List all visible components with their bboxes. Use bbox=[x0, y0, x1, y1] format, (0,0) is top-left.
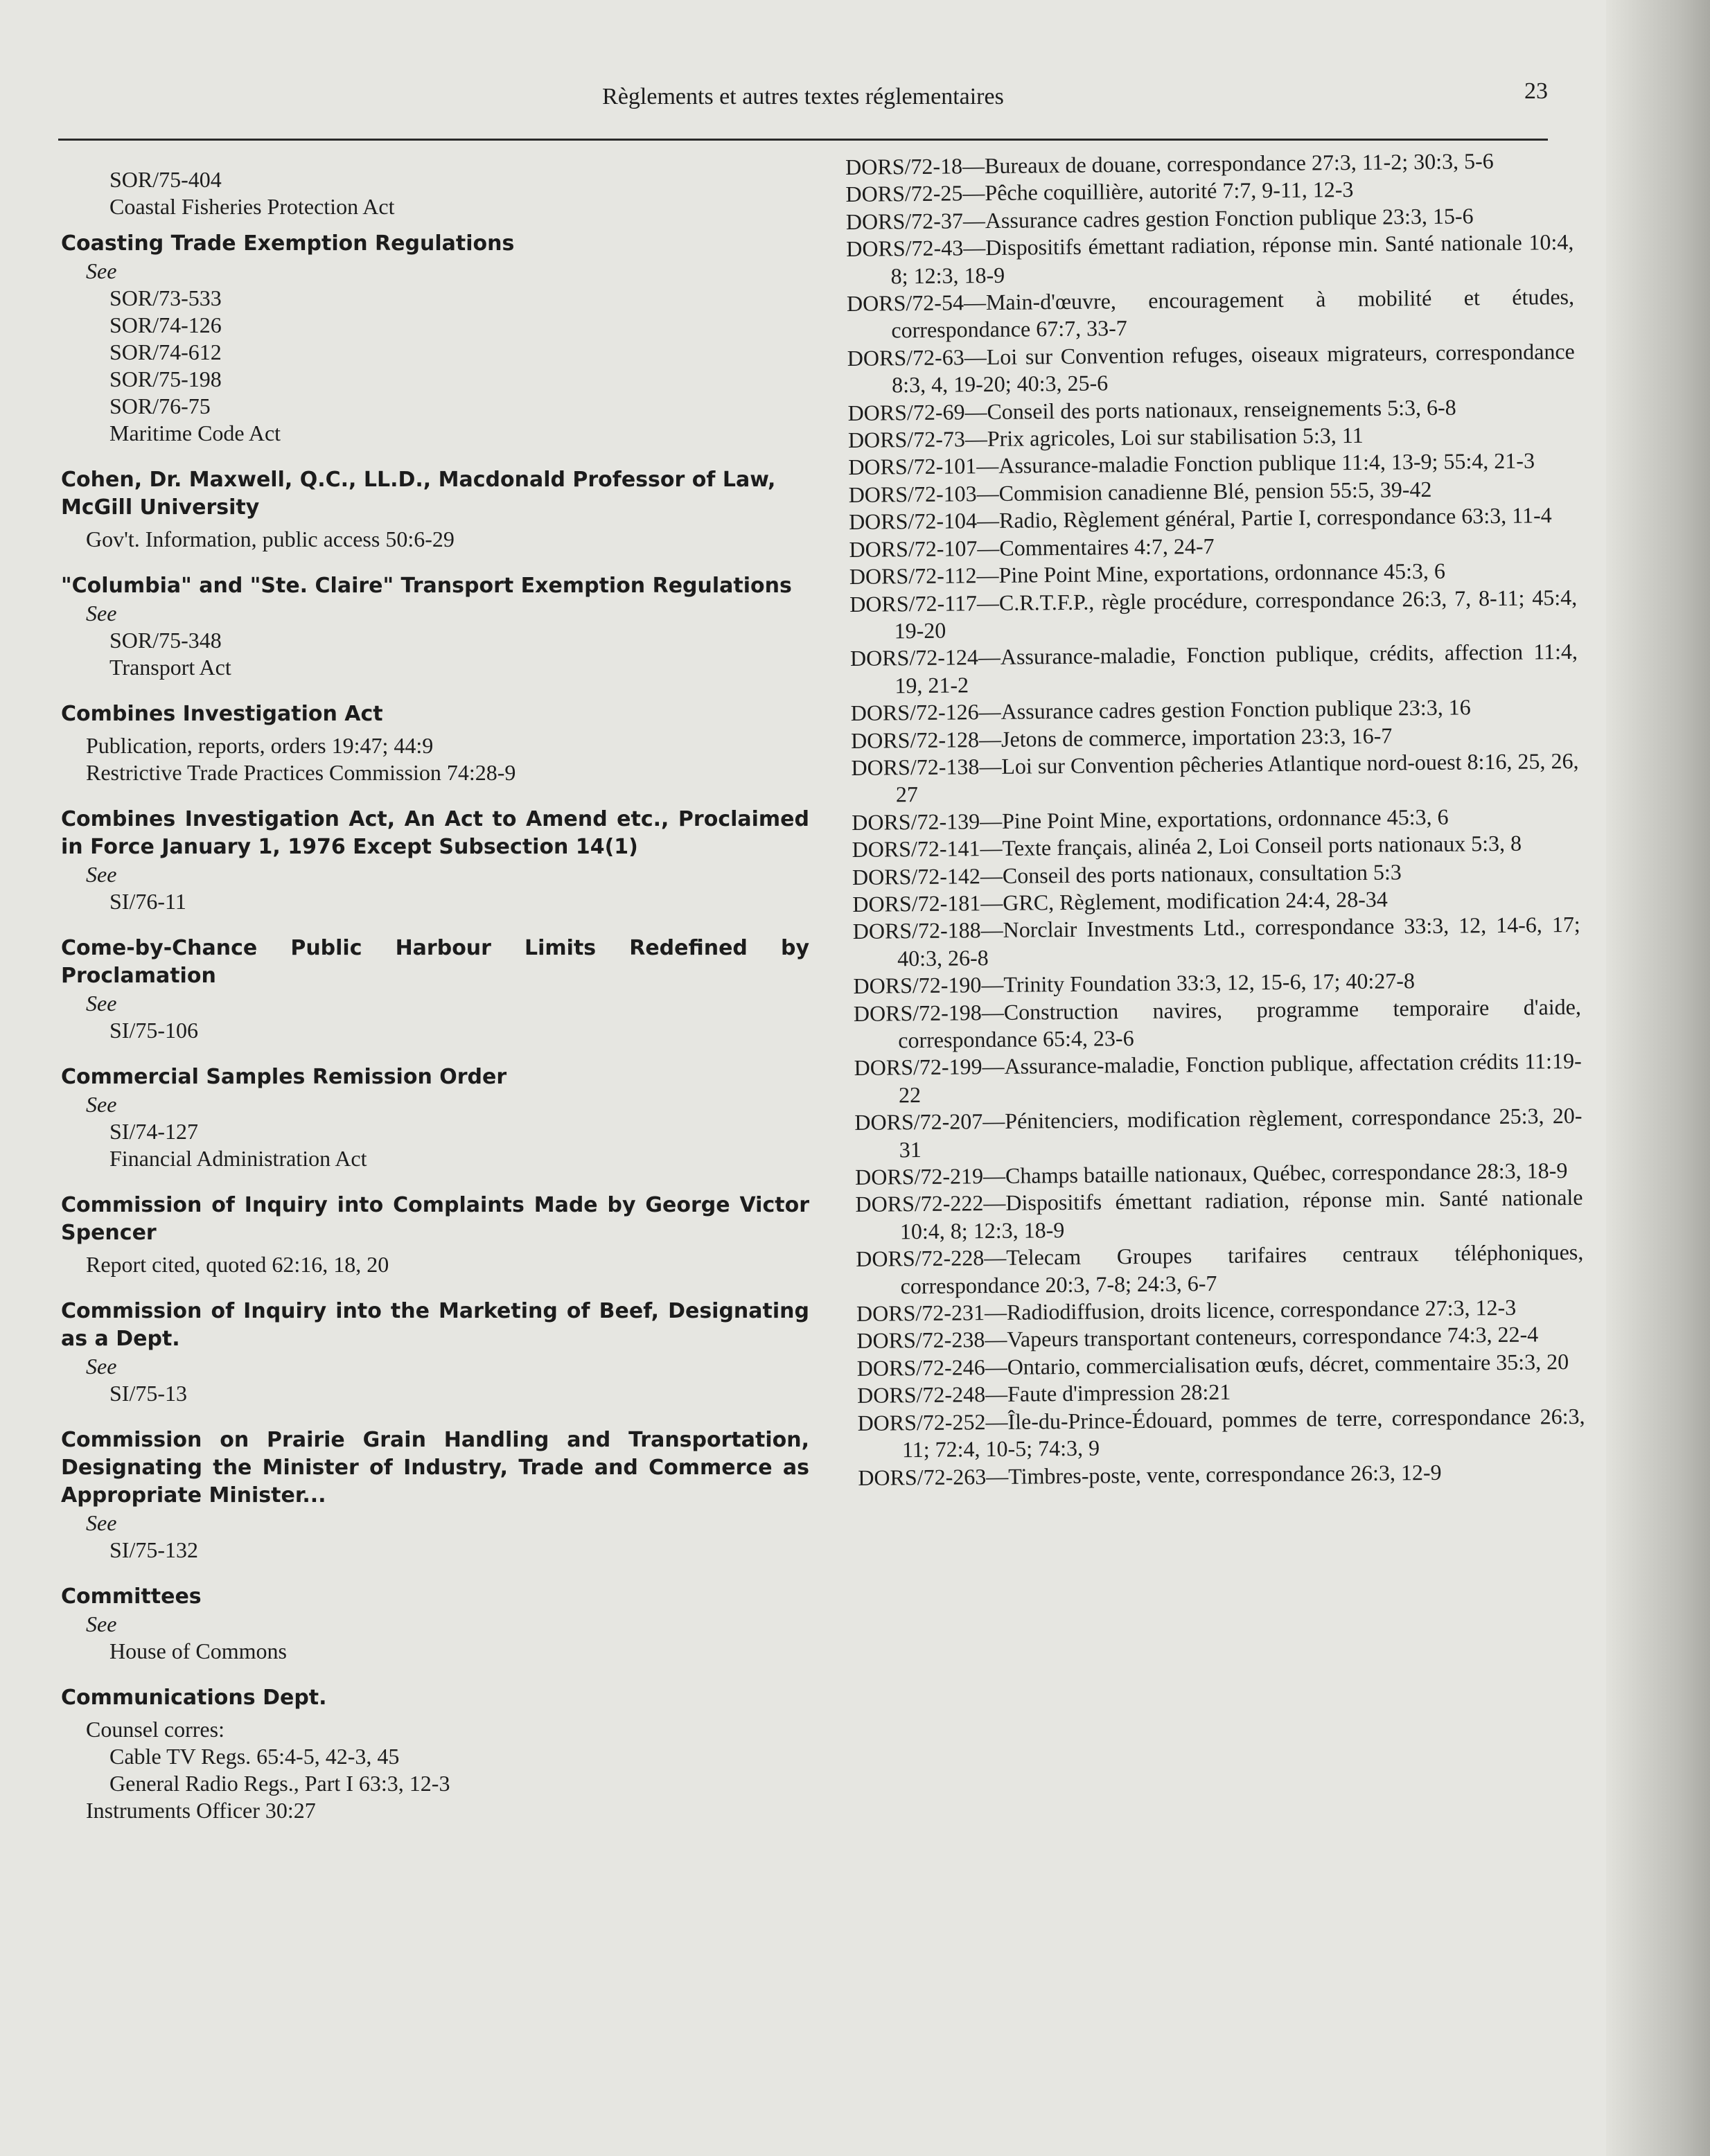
left-column bbox=[61, 166, 809, 1824]
index-entry: DORS/72-188—Norclair Investments Ltd., correspondance 33:3, 12, 14-6, 17; 40:3, 26-8 bbox=[852, 912, 1580, 971]
index-entry: Come-by-Chance Public Harbour Limits Redefined by Proclamation See SI/75-106 bbox=[61, 936, 809, 1043]
index-entry: DORS/72-124—Assurance-maladie, Fonction publique, crédits, affection 11:4, 19, 21-2 bbox=[849, 639, 1578, 698]
index-entry: DORS/72-37—Assurance cadres gestion Fonction publique 23:3, 15-6 bbox=[845, 203, 1474, 234]
index-entry: Coasting Trade Exemption Regulations See SOR/73-533 SOR/74-126 SOR/74-612 SOR/75-198 SOR/76-75 Maritime Code Act bbox=[61, 230, 809, 447]
index-entry: Combines Investigation Act, An Act to Amend etc., Proclaimed in Force January 1, 1976 Except Subsection 14(1) See SI/76-11 bbox=[61, 807, 809, 914]
index-entry: Committees See House of Commons bbox=[61, 1583, 809, 1665]
see-reference: See bbox=[86, 1092, 117, 1117]
page-number: 23 bbox=[1524, 78, 1548, 104]
index-entry: DORS/72-228—Telecam Groupes tarifaires centraux téléphoniques, correspondance 20:3, 7-8; 24:3, 6-7 bbox=[856, 1239, 1584, 1298]
index-entry: DORS/72-222—Dispositifs émettant radiation, réponse min. Santé nationale 10:4, 8; 12:3, 18-9 bbox=[855, 1185, 1583, 1244]
index-entry: DORS/72-25—Pêche coquillière, autorité 7:7, 9-11, 12-3 bbox=[845, 177, 1354, 207]
entry-heading: Come-by-Chance Public Harbour Limits Redefined by Proclamation bbox=[61, 936, 809, 988]
index-entry: DORS/72-73—Prix agricoles, Loi sur stabilisation 5:3, 11 bbox=[847, 422, 1364, 453]
index-entry: "Columbia" and "Ste. Claire" Transport Exemption Regulations See SOR/75-348 Transport Act bbox=[61, 572, 809, 681]
entry-heading: Coasting Trade Exemption Regulations bbox=[61, 231, 515, 256]
index-entry: DORS/72-126—Assurance cadres gestion Fonction publique 23:3, 16 bbox=[850, 694, 1471, 726]
index-entry: DORS/72-43—Dispositifs émettant radiation, réponse min. Santé nationale 10:4, 8; 12:3, 18-9 bbox=[846, 229, 1574, 289]
index-entry: Commission of Inquiry into the Marketing of Beef, Designating as a Dept. See SI/75-13 bbox=[61, 1299, 809, 1406]
index-entry: DORS/72-139—Pine Point Mine, exportations, ordonnance 45:3, 6 bbox=[852, 804, 1449, 835]
index-entry: DORS/72-142—Conseil des ports nationaux, consultation 5:3 bbox=[852, 858, 1402, 890]
index-entry: DORS/72-138—Loi sur Convention pêcheries Atlantique nord-ouest 8:16, 25, 26, 27 bbox=[851, 748, 1579, 807]
index-entry: DORS/72-231—Radiodiffusion, droits licence, correspondance 27:3, 12-3 bbox=[856, 1294, 1517, 1326]
see-reference: See bbox=[86, 862, 117, 887]
index-entry: DORS/72-238—Vapeurs transportant conteneurs, correspondance 74:3, 22-4 bbox=[856, 1321, 1539, 1354]
entry-heading: Communications Dept. bbox=[61, 1686, 327, 1710]
index-entry: DORS/72-112—Pine Point Mine, exportations, ordonnance 45:3, 6 bbox=[849, 558, 1446, 590]
index-entry: DORS/72-117—C.R.T.F.P., règle procédure, correspondance 26:3, 7, 8-11; 45:4, 19-20 bbox=[849, 584, 1578, 644]
index-entry: DORS/72-104—Radio, Règlement général, Partie I, correspondance 63:3, 11-4 bbox=[848, 502, 1552, 535]
entry-heading: Commission of Inquiry into Complaints Made by George Victor Spencer bbox=[61, 1193, 809, 1245]
index-entry: DORS/72-107—Commentaires 4:7, 24-7 bbox=[849, 533, 1215, 562]
index-entry: Commission on Prairie Grain Handling and Transportation, Designating the Minister of Industry, Trade and Commerce as Appropriate Minister... See SI/75-132 bbox=[61, 1428, 809, 1562]
index-entry: Cohen, Dr. Maxwell, Q.C., LL.D., Macdonald Professor of Law, McGill University Gov't. Information, public access 50:6-29 bbox=[61, 466, 809, 553]
entry-heading: Combines Investigation Act bbox=[61, 702, 383, 726]
index-entry: DORS/72-199—Assurance-maladie, Fonction publique, affectation crédits 11:19-22 bbox=[854, 1048, 1582, 1108]
see-reference: See bbox=[86, 991, 117, 1016]
page-edge-shadow bbox=[1606, 0, 1710, 2156]
index-entry: DORS/72-69—Conseil des ports nationaux, renseignements 5:3, 6-8 bbox=[847, 394, 1456, 425]
entry-heading: Commercial Samples Remission Order bbox=[61, 1065, 507, 1089]
index-entry: DORS/72-207—Pénitenciers, modification règlement, correspondance 25:3, 20-31 bbox=[854, 1103, 1583, 1162]
right-column bbox=[845, 147, 1585, 1492]
index-entry: Commission of Inquiry into Complaints Made by George Victor Spencer Report cited, quoted 62:16, 18, 20 bbox=[61, 1193, 809, 1277]
entry-heading: Cohen, Dr. Maxwell, Q.C., LL.D., Macdonald Professor of Law, McGill University bbox=[61, 468, 776, 520]
index-entry: DORS/72-246—Ontario, commercialisation œufs, décret, commentaire 35:3, 20 bbox=[856, 1348, 1569, 1381]
page-header bbox=[58, 76, 1548, 141]
index-entry: DORS/72-103—Commision canadienne Blé, pension 55:5, 39-42 bbox=[848, 476, 1432, 507]
index-entry: DORS/72-54—Main-d'œuvre, encouragement à mobilité et études, correspondance 67:7, 33-7 bbox=[846, 283, 1575, 343]
running-head: Règlements et autres textes réglementaires bbox=[602, 84, 1004, 109]
entry-heading: Combines Investigation Act, An Act to Amend etc., Proclaimed in Force January 1, 1976 Except Subsection 14(1) bbox=[61, 807, 809, 859]
entry-heading: Commission of Inquiry into the Marketing of Beef, Designating as a Dept. bbox=[61, 1299, 809, 1351]
index-entry: DORS/72-219—Champs bataille nationaux, Québec, correspondance 28:3, 18-9 bbox=[855, 1158, 1568, 1190]
see-reference: See bbox=[86, 1611, 117, 1636]
index-entry: DORS/72-252—Île-du-Prince-Édouard, pommes de terre, correspondance 26:3, 11; 72:4, 10-5; 74:3, 9 bbox=[857, 1403, 1585, 1463]
see-reference: See bbox=[86, 258, 117, 283]
index-entry: Combines Investigation Act Publication, reports, orders 19:47; 44:9 Restrictive Trade Practices Commission 74:28-9 bbox=[61, 700, 809, 786]
index-entry: DORS/72-181—GRC, Règlement, modification 24:4, 28-34 bbox=[852, 886, 1388, 917]
see-reference: See bbox=[86, 1510, 117, 1535]
see-reference: See bbox=[86, 601, 117, 626]
entry-heading: Committees bbox=[61, 1584, 202, 1609]
index-entry: DORS/72-18—Bureaux de douane, correspondance 27:3, 11-2; 30:3, 5-6 bbox=[845, 148, 1494, 179]
index-entry: DORS/72-248—Faute d'impression 28:21 bbox=[857, 1379, 1231, 1408]
index-entry: DORS/72-198—Construction navires, programme temporaire d'aide, correspondance 65:4, 23-6 bbox=[853, 993, 1582, 1053]
entry-heading: "Columbia" and "Ste. Claire" Transport Exemption Regulations bbox=[61, 574, 792, 598]
index-entry: DORS/72-141—Texte français, alinéa 2, Loi Conseil ports nationaux 5:3, 8 bbox=[852, 830, 1522, 863]
index-entry: DORS/72-128—Jetons de commerce, importation 23:3, 16-7 bbox=[850, 722, 1393, 753]
index-entry: DORS/72-101—Assurance-maladie Fonction publique 11:4, 13-9; 55:4, 21-3 bbox=[848, 448, 1535, 480]
entry-heading: Commission on Prairie Grain Handling and Transportation, Designating the Minister of Industry, Trade and Commerce as Appropriate Minister... bbox=[61, 1428, 809, 1508]
index-entry: DORS/72-263—Timbres-poste, vente, correspondance 26:3, 12-9 bbox=[858, 1459, 1442, 1490]
index-entry: Commercial Samples Remission Order See SI/74-127 Financial Administration Act bbox=[61, 1063, 809, 1172]
index-entry: SOR/75-404 Coastal Fisheries Protection Act bbox=[109, 167, 395, 219]
index-entry: Communications Dept. Counsel corres: Cable TV Regs. 65:4-5, 42-3, 45 General Radio Regs., Part I 63:3, 12-3 Instruments Officer 30:27 bbox=[61, 1684, 809, 1824]
index-entry: DORS/72-63—Loi sur Convention refuges, oiseaux migrateurs, correspondance 8:3, 4, 19-20; 40:3, 25-6 bbox=[847, 338, 1575, 398]
see-reference: See bbox=[86, 1354, 117, 1379]
index-entry: DORS/72-190—Trinity Foundation 33:3, 12, 15-6, 17; 40:27-8 bbox=[853, 968, 1416, 999]
